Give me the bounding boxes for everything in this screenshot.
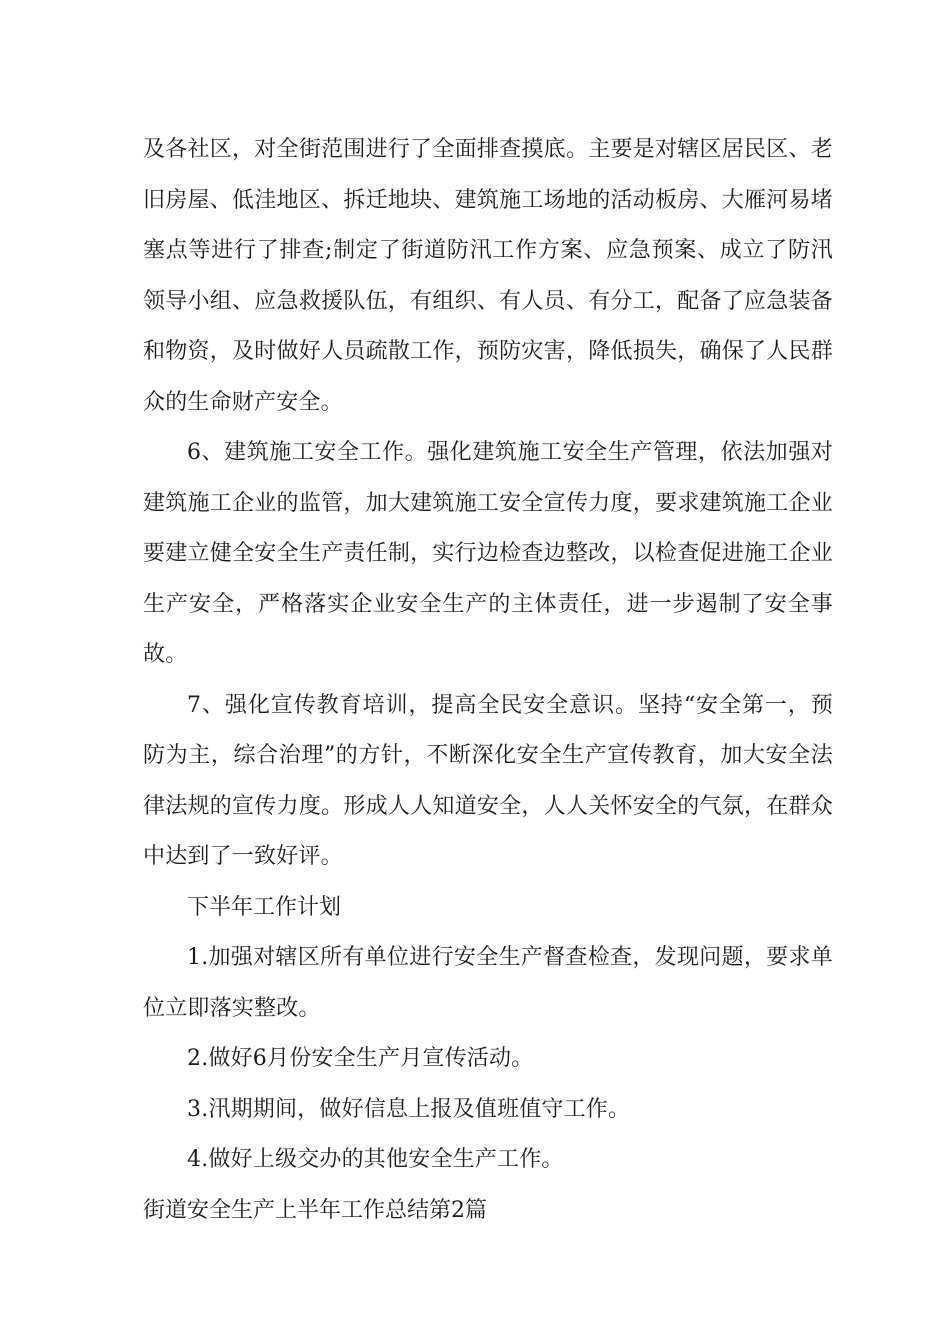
paragraph-flood-prevention: 及各社区，对全街范围进行了全面排查摸底。主要是对辖区居民区、老旧房屋、低洼地区、拆迁地块、建筑施工场地的活动板房、大雁河易堵塞点等进行了排查;制定了街道防汛工作方案、应急预案、成立了防汛领导小组、应急救援队伍，有组织、有人员、有分工，配备了应急装备和物资，及时做好人员疏散工作，预防灾害，降低损失，确保了人民群众的生命财产安全。	[143, 137, 833, 415]
plan-item-3: 3.汛期期间，做好信息上报及值班值守工作。	[187, 1096, 631, 1122]
paragraph-safety-education: 7、强化宣传教育培训，提高全民安全意识。坚持“安全第一，预防为主，综合治理”的方针，不断深化安全生产宣传教育，加大安全法律法规的宣传力度。形成人人知道安全，人人关怀安全的气氛，在群众中达到了一致好评。	[143, 692, 833, 869]
next-article-title: 街道安全生产上半年工作总结第2篇	[143, 1197, 487, 1223]
section-heading-second-half-plan: 下半年工作计划	[187, 894, 342, 920]
paragraph-construction-safety: 6、建筑施工安全工作。强化建筑施工安全生产管理，依法加强对建筑施工企业的监管，加大建筑施工安全宣传力度，要求建筑施工企业要建立健全安全生产责任制，实行边检查边整改，以检查促进施工企业生产安全，严格落实企业安全生产的主体责任，进一步遏制了安全事故。	[143, 440, 833, 667]
plan-item-4: 4.做好上级交办的其他安全生产工作。	[187, 1147, 564, 1172]
plan-item-2: 2.做好6月份安全生产月宣传活动。	[187, 1046, 534, 1071]
document-body	[143, 125, 833, 1236]
plan-item-1: 1.加强对辖区所有单位进行安全生产督查检查，发现问题，要求单位立即落实整改。	[143, 945, 833, 1021]
